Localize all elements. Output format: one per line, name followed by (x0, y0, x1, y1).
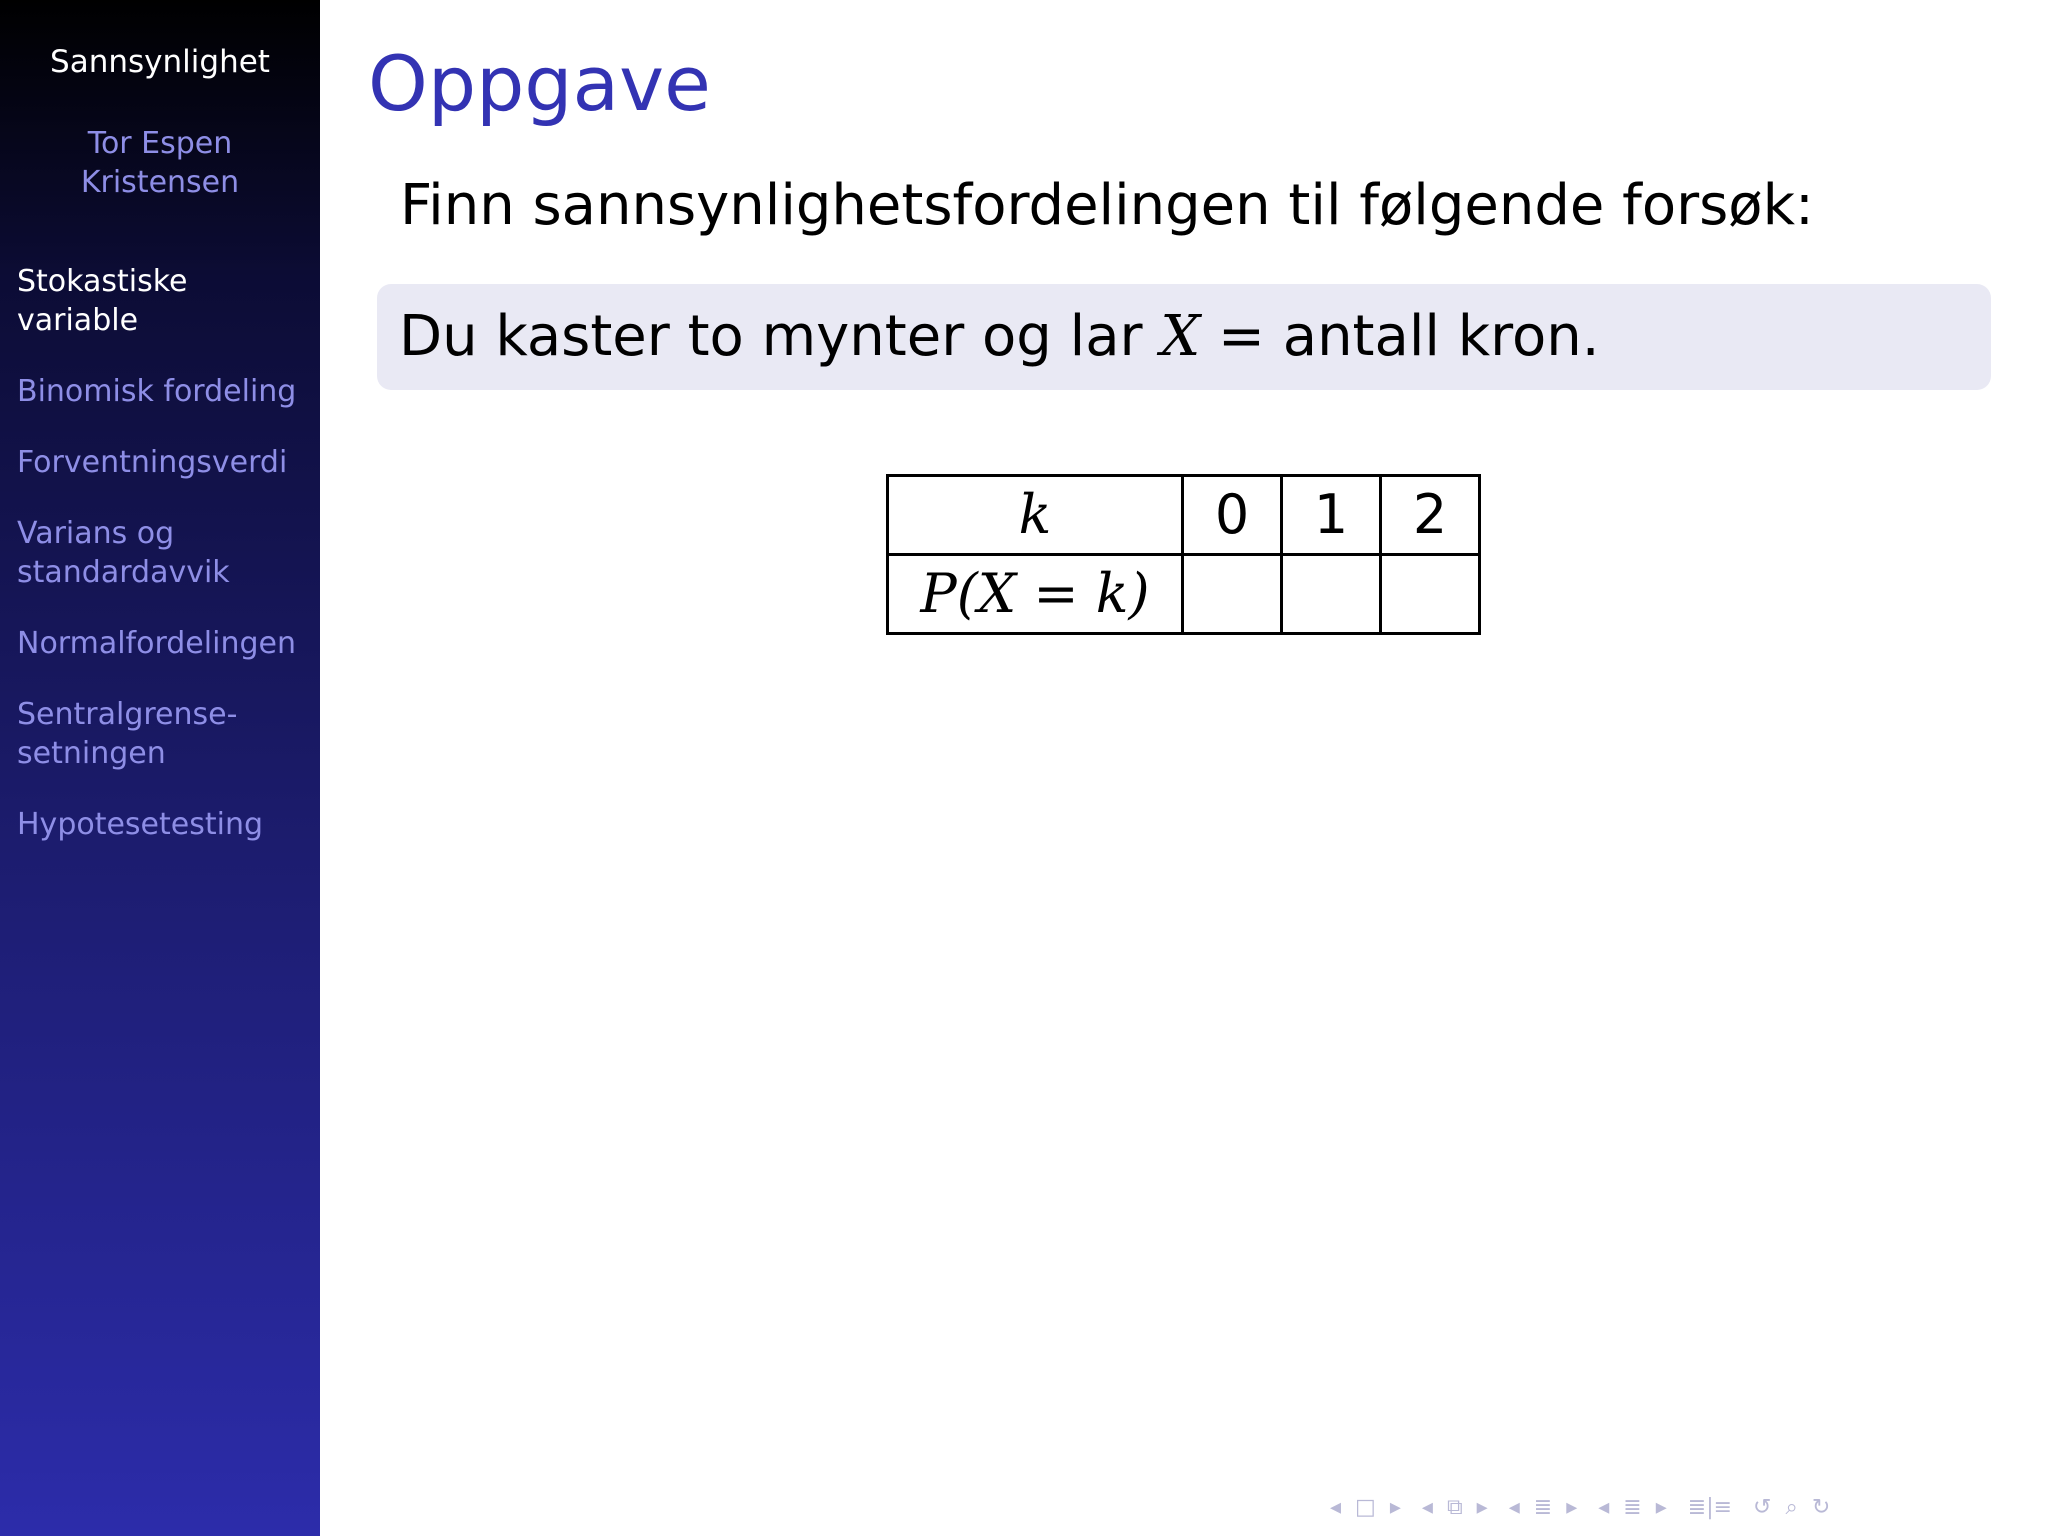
nav-item-normalfordelingen[interactable]: Normalfordelingen (17, 626, 296, 661)
prev-section-icon[interactable]: ◂ (1598, 1495, 1610, 1520)
table-col-2: 2 (1381, 476, 1480, 555)
nav-item-label: Sentralgrense- (17, 697, 238, 732)
nav-item-binomisk-fordeling[interactable]: Binomisk fordeling (17, 374, 297, 409)
back-icon[interactable]: ↺ (1753, 1495, 1772, 1520)
table-cell-empty (1183, 555, 1282, 634)
nav-item-hypotesetesting[interactable]: Hypotesetesting (17, 807, 264, 842)
forward-icon[interactable]: ↻ (1811, 1495, 1831, 1520)
exercise-text-before: Du kaster to mynter og lar (399, 304, 1161, 369)
frames-icon[interactable]: ⧉ (1446, 1495, 1463, 1520)
document-icon[interactable]: ≣|≡ (1687, 1495, 1733, 1520)
table-col-1: 1 (1282, 476, 1381, 555)
search-icon[interactable]: ⌕ (1785, 1495, 1798, 1520)
nav-item-stokastiske-variable[interactable]: Stokastiske variable (17, 264, 188, 338)
section-icon[interactable]: ≣ (1623, 1495, 1642, 1520)
table-head-probability: P(X = k) (888, 555, 1183, 634)
nav-item-label-line2: standardavvik (17, 555, 230, 590)
intro-text: Finn sannsynlighetsfordelingen til følgende forsøk: (400, 173, 1814, 238)
nav-item-forventningsverdi[interactable]: Forventningsverdi (17, 445, 288, 480)
distribution-table (886, 474, 1481, 635)
author-line-2: Kristensen (80, 165, 240, 200)
variable-x: X (1160, 304, 1201, 369)
next-section-icon[interactable]: ▸ (1655, 1495, 1667, 1520)
exercise-text (399, 301, 1600, 373)
equals-sign: = (1200, 304, 1283, 369)
nav-item-label: Varians og (17, 516, 175, 551)
sidebar (0, 0, 320, 1536)
nav-item-varians-og-standardavvik[interactable] (17, 514, 317, 592)
prev-slide-icon[interactable]: ◂ (1330, 1495, 1342, 1520)
nav-item-sentralgrensesetningen[interactable] (17, 695, 317, 773)
table-row (888, 555, 1480, 634)
subsection-icon[interactable]: ≣ (1533, 1495, 1553, 1520)
exercise-block (377, 284, 1991, 390)
presentation-title[interactable]: Sannsynlighet (50, 44, 270, 80)
beamer-navigation (1330, 1488, 1844, 1528)
nav-item-label-line2: setningen (17, 736, 166, 771)
next-slide-icon[interactable]: ▸ (1389, 1495, 1401, 1520)
prev-frame-icon[interactable]: ◂ (1421, 1495, 1433, 1520)
table-col-0: 0 (1183, 476, 1282, 555)
next-subsection-icon[interactable]: ▸ (1566, 1495, 1578, 1520)
prev-subsection-icon[interactable]: ◂ (1508, 1495, 1520, 1520)
table-cell-empty (1282, 555, 1381, 634)
author-line-1: Tor Espen (87, 126, 233, 161)
slide-frame-icon[interactable]: □ (1355, 1495, 1376, 1520)
author-name[interactable] (0, 124, 320, 202)
next-frame-icon[interactable]: ▸ (1476, 1495, 1488, 1520)
exercise-text-after: antall kron. (1282, 304, 1600, 369)
table-row (888, 476, 1480, 555)
table-head-k: k (888, 476, 1183, 555)
section-nav (17, 262, 317, 876)
slide-title: Oppgave (368, 39, 711, 128)
table-cell-empty (1381, 555, 1480, 634)
